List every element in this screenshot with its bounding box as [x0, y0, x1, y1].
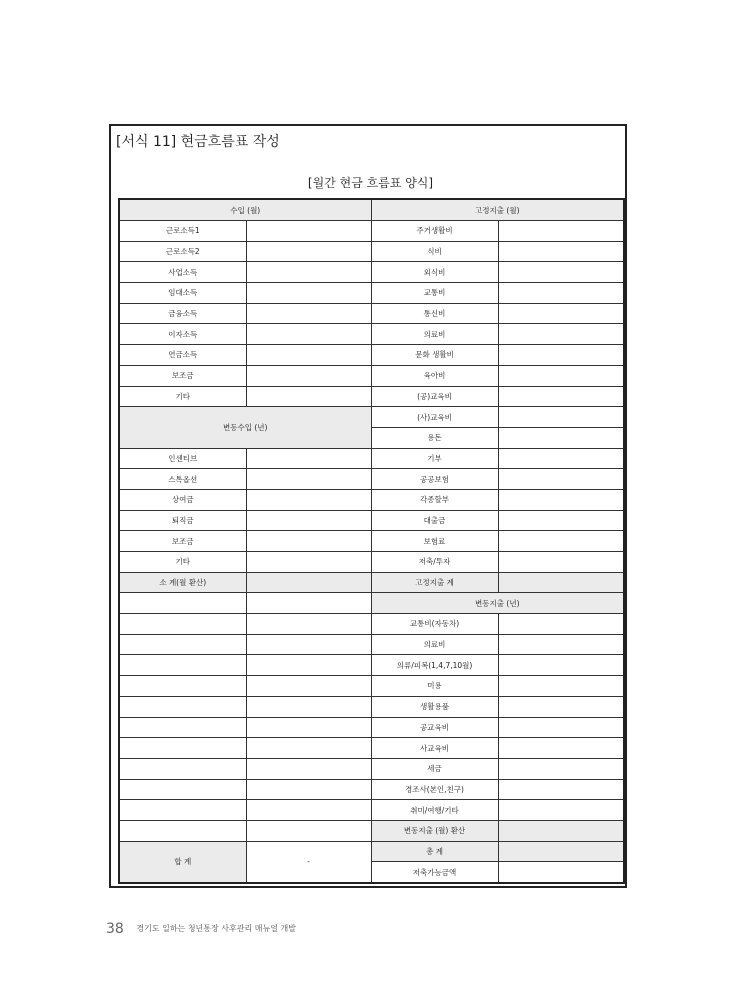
expense-amount-cell[interactable]: [498, 448, 624, 469]
empty-cell[interactable]: [246, 676, 371, 697]
income-item-label: 근로소득1: [119, 221, 246, 242]
expense-total-value[interactable]: [498, 572, 624, 593]
table-row: [119, 221, 624, 242]
expense-item-label: 기부: [371, 448, 498, 469]
expense-item-label: 의료비: [371, 324, 498, 345]
expense-amount-cell[interactable]: [498, 779, 624, 800]
empty-cell[interactable]: [119, 800, 246, 821]
subtotal-value[interactable]: [246, 572, 371, 593]
table-row: [119, 345, 624, 366]
expense-item-label: 용돈: [371, 427, 498, 448]
sum-label: 총 계: [371, 841, 498, 862]
table-row: [119, 510, 624, 531]
table-row: [119, 303, 624, 324]
expense-amount-cell[interactable]: [498, 221, 624, 242]
expense-total-label: 변동지출 (월) 환산: [371, 820, 498, 841]
table-row: [119, 199, 624, 221]
expense-amount-cell[interactable]: [498, 510, 624, 531]
sum-value[interactable]: [498, 841, 624, 862]
expense-item-label: 식비: [371, 241, 498, 262]
table-row: [119, 531, 624, 552]
variable-income-header: 변동수입 (년): [119, 407, 371, 448]
expense-item-label: 주거생활비: [371, 221, 498, 242]
expense-amount-cell[interactable]: [498, 614, 624, 635]
empty-cell[interactable]: [119, 696, 246, 717]
expense-amount-cell[interactable]: [498, 738, 624, 759]
page-number: 38: [106, 921, 124, 937]
income-item-label: 퇴직금: [119, 510, 246, 531]
table-row: [119, 407, 624, 428]
empty-cell[interactable]: [119, 779, 246, 800]
expense-amount-cell[interactable]: [498, 489, 624, 510]
expense-item-label: 미용: [371, 676, 498, 697]
table-row: [119, 779, 624, 800]
expense-item-label: 생활용품: [371, 696, 498, 717]
expense-amount-cell[interactable]: [498, 800, 624, 821]
empty-cell[interactable]: [246, 717, 371, 738]
table-row: [119, 614, 624, 635]
table-row: [119, 283, 624, 304]
income-item-label: 임대소득: [119, 283, 246, 304]
expense-item-label: 공공보험: [371, 469, 498, 490]
income-amount-cell[interactable]: [246, 386, 371, 407]
empty-cell[interactable]: [246, 614, 371, 635]
expense-item-label: 의류/피복(1,4,7,10월): [371, 655, 498, 676]
table-row: [119, 448, 624, 469]
table-row: [119, 324, 624, 345]
cash-flow-table: [118, 198, 625, 884]
table-row: [119, 841, 624, 862]
expense-total-label: 고정지출 계: [371, 572, 498, 593]
empty-cell[interactable]: [246, 800, 371, 821]
empty-cell[interactable]: [246, 738, 371, 759]
income-item-label: 보조금: [119, 365, 246, 386]
empty-cell[interactable]: [246, 758, 371, 779]
expense-amount-cell[interactable]: [498, 531, 624, 552]
income-item-label: 이자소득: [119, 324, 246, 345]
expense-amount-cell[interactable]: [498, 262, 624, 283]
income-amount-cell[interactable]: [246, 489, 371, 510]
expense-total-value[interactable]: [498, 820, 624, 841]
expense-item-label: 취미/여행/기타: [371, 800, 498, 821]
income-amount-cell[interactable]: [246, 283, 371, 304]
empty-cell[interactable]: [119, 614, 246, 635]
table-row: [119, 655, 624, 676]
grand-total-value: -: [246, 841, 371, 883]
expense-amount-cell[interactable]: [498, 655, 624, 676]
expense-amount-cell[interactable]: [498, 283, 624, 304]
income-item-label: 스톡옵션: [119, 469, 246, 490]
income-item-label: 근로소득2: [119, 241, 246, 262]
table-title: [0, 174, 741, 191]
expense-amount-cell[interactable]: [498, 634, 624, 655]
empty-cell[interactable]: [246, 820, 371, 841]
expense-item-label: 저축/투자: [371, 552, 498, 573]
savings-label: 저축가능금액: [371, 862, 498, 883]
table-row: [119, 386, 624, 407]
expense-item-label: 통신비: [371, 303, 498, 324]
expense-item-label: 문화 생활비: [371, 345, 498, 366]
empty-cell[interactable]: [246, 779, 371, 800]
table-row: [119, 241, 624, 262]
income-header: 수입 (월): [119, 199, 371, 221]
income-item-label: 기타: [119, 386, 246, 407]
expense-item-label: 사교육비: [371, 738, 498, 759]
empty-cell[interactable]: [119, 717, 246, 738]
expense-amount-cell[interactable]: [498, 303, 624, 324]
table-row: [119, 262, 624, 283]
fixed-expense-header: 고정지출 (월): [371, 199, 624, 221]
table-row: [119, 593, 624, 614]
expense-item-label: (사)교육비: [371, 407, 498, 428]
expense-amount-cell[interactable]: [498, 386, 624, 407]
income-amount-cell[interactable]: [246, 510, 371, 531]
income-amount-cell[interactable]: [246, 448, 371, 469]
table-row: [119, 634, 624, 655]
expense-item-label: 의료비: [371, 634, 498, 655]
income-amount-cell[interactable]: [246, 345, 371, 366]
expense-item-label: 교통비(자동차): [371, 614, 498, 635]
income-item-label: 연금소득: [119, 345, 246, 366]
table-row: [119, 696, 624, 717]
form-title: [서식 11] 현금흐름표 작성: [116, 134, 280, 150]
grand-total-label: 합 계: [119, 841, 246, 883]
table-row: [119, 365, 624, 386]
expense-amount-cell[interactable]: [498, 324, 624, 345]
expense-item-label: 세금: [371, 758, 498, 779]
empty-cell[interactable]: [246, 655, 371, 676]
income-item-label: 기타: [119, 552, 246, 573]
income-item-label: 상여금: [119, 489, 246, 510]
income-item-label: 사업소득: [119, 262, 246, 283]
page-footer: [106, 921, 296, 937]
income-amount-cell[interactable]: [246, 365, 371, 386]
expense-item-label: (공)교육비: [371, 386, 498, 407]
empty-cell[interactable]: [119, 655, 246, 676]
expense-item-label: 교통비: [371, 283, 498, 304]
subtotal-label: 소 계(월 환산): [119, 572, 246, 593]
empty-cell[interactable]: [119, 758, 246, 779]
empty-cell[interactable]: [119, 676, 246, 697]
table-row: [119, 489, 624, 510]
expense-amount-cell[interactable]: [498, 717, 624, 738]
income-item-label: 보조금: [119, 531, 246, 552]
table-row: [119, 552, 624, 573]
empty-cell[interactable]: [246, 696, 371, 717]
expense-item-label: 공교육비: [371, 717, 498, 738]
expense-amount-cell[interactable]: [498, 407, 624, 428]
footer-text: 경기도 일하는 청년통장 사후관리 매뉴얼 개발: [136, 924, 296, 933]
expense-amount-cell[interactable]: [498, 345, 624, 366]
expense-amount-cell[interactable]: [498, 696, 624, 717]
empty-cell[interactable]: [119, 634, 246, 655]
expense-amount-cell[interactable]: [498, 552, 624, 573]
expense-item-label: 보험료: [371, 531, 498, 552]
income-amount-cell[interactable]: [246, 552, 371, 573]
income-amount-cell[interactable]: [246, 241, 371, 262]
table-row: [119, 800, 624, 821]
expense-item-label: 대출금: [371, 510, 498, 531]
expense-item-label: 각종할부: [371, 489, 498, 510]
income-item-label: 금융소득: [119, 303, 246, 324]
income-amount-cell[interactable]: [246, 469, 371, 490]
expense-amount-cell[interactable]: [498, 365, 624, 386]
variable-expense-header: 변동지출 (년): [371, 593, 624, 614]
table-row: [119, 676, 624, 697]
income-amount-cell[interactable]: [246, 531, 371, 552]
table-row: [119, 572, 624, 593]
income-amount-cell[interactable]: [246, 324, 371, 345]
table-row: [119, 738, 624, 759]
income-amount-cell[interactable]: [246, 303, 371, 324]
table-row: [119, 820, 624, 841]
empty-cell[interactable]: [246, 634, 371, 655]
income-amount-cell[interactable]: [246, 262, 371, 283]
empty-cell[interactable]: [119, 738, 246, 759]
expense-amount-cell[interactable]: [498, 427, 624, 448]
expense-amount-cell[interactable]: [498, 758, 624, 779]
empty-cell[interactable]: [119, 593, 246, 614]
income-item-label: 인센티브: [119, 448, 246, 469]
table-title-text: [월간 현금 흐름표 양식]: [307, 176, 434, 190]
expense-item-label: 육아비: [371, 365, 498, 386]
expense-amount-cell[interactable]: [498, 241, 624, 262]
empty-cell[interactable]: [119, 820, 246, 841]
expense-item-label: 외식비: [371, 262, 498, 283]
expense-amount-cell[interactable]: [498, 676, 624, 697]
expense-item-label: 경조사(본인,친구): [371, 779, 498, 800]
table-row: [119, 758, 624, 779]
table-row: [119, 717, 624, 738]
income-amount-cell[interactable]: [246, 221, 371, 242]
expense-amount-cell[interactable]: [498, 469, 624, 490]
empty-cell[interactable]: [246, 593, 371, 614]
table-row: [119, 469, 624, 490]
savings-value[interactable]: [498, 862, 624, 883]
